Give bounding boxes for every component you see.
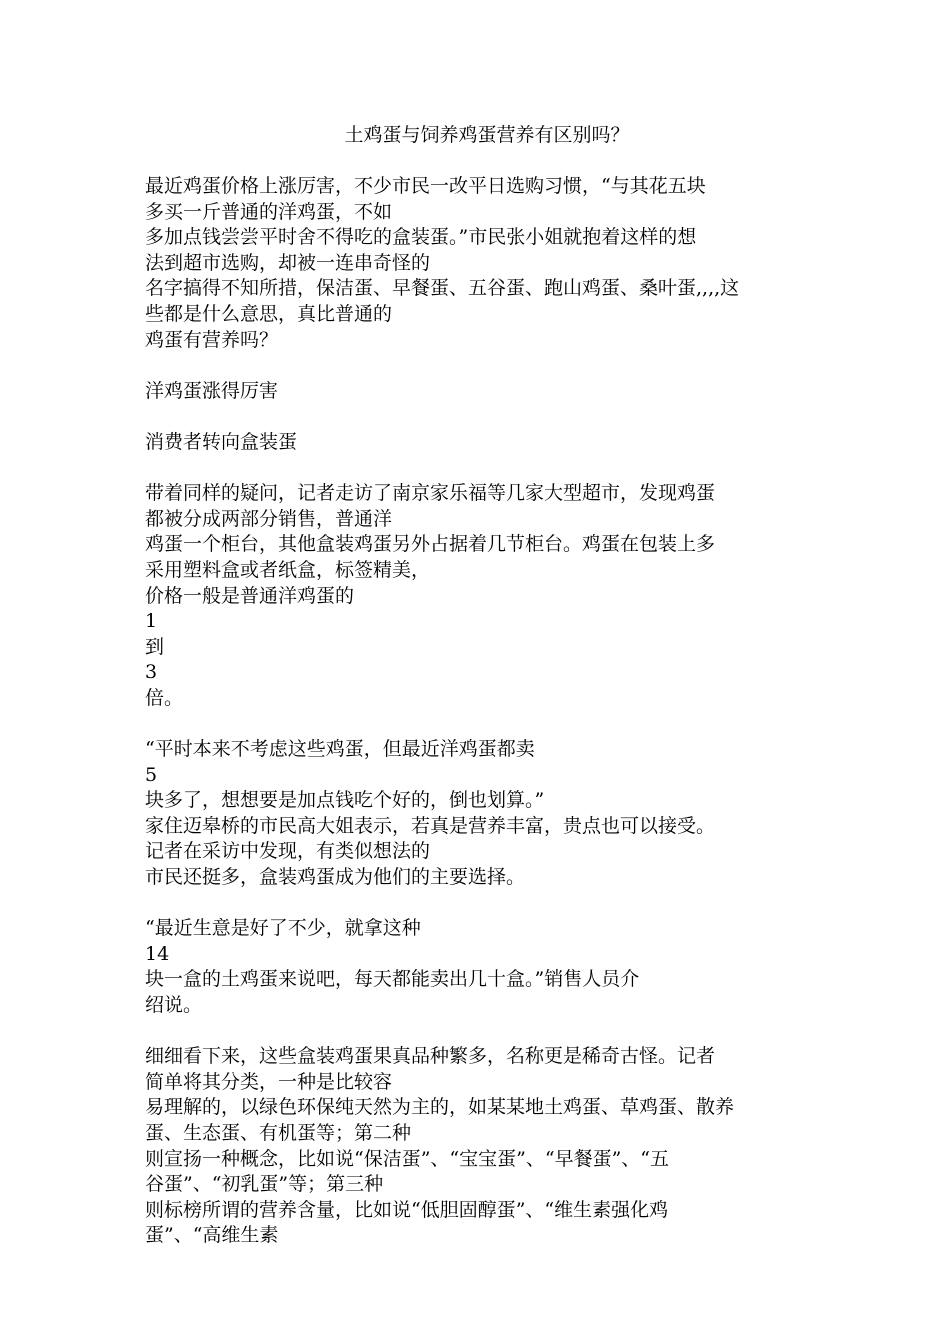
paragraph [145, 430, 815, 456]
text-line: “平时本来不考虑这些鸡蛋，但最近洋鸡蛋都卖 [145, 738, 535, 761]
text-line: 采用塑料盒或者纸盒，标签精美， [145, 558, 431, 581]
text-line: 最近鸡蛋价格上涨厉害，不少市民一改平日选购习惯，“与其花五块 [145, 175, 706, 197]
text-line: 谷蛋”、“初乳蛋”等；第三种 [145, 1173, 384, 1196]
paragraph [145, 1044, 815, 1249]
text-line: “最近生意是好了不少，就拿这种 [145, 917, 421, 940]
text-line: 鸡蛋一个柜台，其他盒装鸡蛋另外占据着几节柜台。鸡蛋在包装上多 [145, 533, 716, 556]
text-line: 易理解的，以绿色环保纯天然为主的，如某某地土鸡蛋、草鸡蛋、散养 [145, 1096, 735, 1119]
text-line: 多加点钱尝尝平时舍不得吃的盒装蛋。”市民张小姐就抱着这样的想 [145, 226, 697, 249]
text-line: 14 [145, 942, 170, 965]
text-line: 块一盒的土鸡蛋来说吧，每天都能卖出几十盒。”销售人员介 [145, 968, 640, 991]
paragraph [145, 916, 815, 1018]
paragraph-gap [145, 711, 815, 737]
text-line: 多买一斤普通的洋鸡蛋，不如 [145, 200, 393, 223]
text-line: 则标榜所谓的营养含量，比如说“低胆固醇蛋”、“维生素强化鸡 [145, 1198, 669, 1221]
text-line: 蛋”、“高维生素 [145, 1224, 279, 1247]
text-line: 消费者转向盒装蛋 [145, 430, 298, 453]
paragraph [145, 174, 815, 353]
text-line: 带着同样的疑问，记者走访了南京家乐福等几家大型超市，发现鸡蛋 [145, 482, 716, 505]
text-line: 到 [145, 635, 165, 658]
text-line: 蛋、生态蛋、有机蛋等；第二种 [145, 1121, 412, 1144]
text-line: 价格一般是普通洋鸡蛋的 [145, 584, 355, 607]
paragraph-gap [145, 404, 815, 430]
paragraph-gap [145, 891, 815, 917]
text-line: 绍说。 [145, 994, 203, 1016]
text-line: 些都是什么意思，真比普通的 [145, 302, 393, 325]
text-line: 洋鸡蛋涨得厉害 [145, 379, 279, 402]
text-line: 都被分成两部分销售，普通洋 [145, 507, 393, 530]
text-line: 记者在采访中发现，有类似想法的 [145, 840, 431, 863]
text-line: 倍。 [145, 686, 184, 709]
document-body [145, 174, 815, 1249]
document-title: 土鸡蛋与饲养鸡蛋营养有区别吗？ [344, 124, 630, 146]
text-line: 细细看下来，这些盒装鸡蛋果真品种繁多，名称更是稀奇古怪。记者 [145, 1045, 716, 1068]
paragraph [145, 379, 815, 405]
paragraph [145, 737, 815, 891]
paragraph-gap [145, 353, 815, 379]
text-line: 家住迈皋桥的市民高大姐表示，若真是营养丰富，贵点也可以接受。 [145, 814, 716, 837]
text-line: 简单将其分类，一种是比较容 [145, 1070, 393, 1093]
text-line: 1 [145, 610, 158, 633]
paragraph-gap [145, 456, 815, 482]
text-line: 块多了，想想要是加点钱吃个好的，倒也划算。” [145, 789, 545, 812]
text-line: 法到超市选购，却被一连串奇怪的 [145, 251, 431, 274]
text-line: 鸡蛋有营养吗？ [145, 328, 279, 351]
text-line: 3 [145, 661, 158, 684]
text-line: 则宣扬一种概念，比如说“保洁蛋”、“宝宝蛋”、“早餐蛋”、“五 [145, 1147, 669, 1170]
text-line: 5 [145, 763, 158, 786]
paragraph-gap [145, 1019, 815, 1045]
text-line: 名字搞得不知所措，保洁蛋、早餐蛋、五谷蛋、跑山鸡蛋、桑叶蛋,,,,这 [145, 277, 740, 300]
text-line: 市民还挺多，盒装鸡蛋成为他们的主要选择。 [145, 866, 526, 889]
paragraph [145, 481, 815, 711]
